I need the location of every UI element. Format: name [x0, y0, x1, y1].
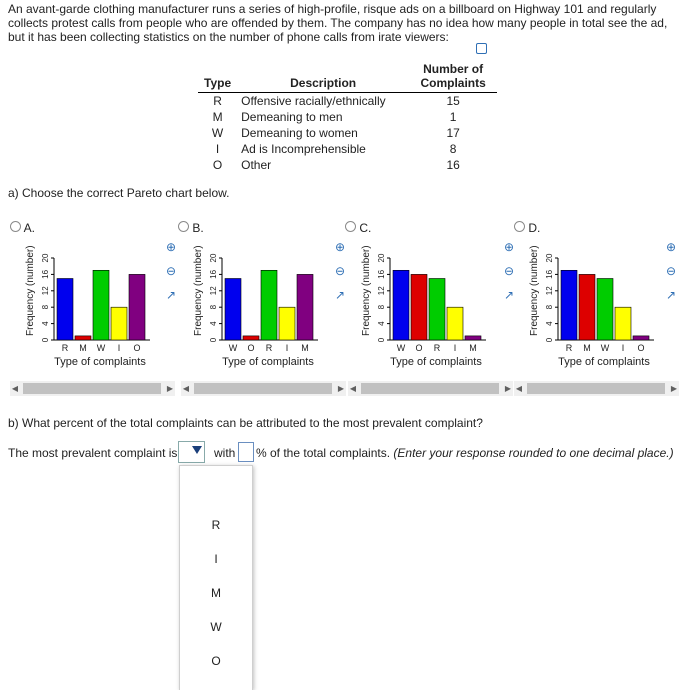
bar	[633, 336, 649, 340]
with-label: with	[214, 446, 236, 460]
y-tick-label: 8	[209, 304, 218, 310]
x-tick-label: R	[433, 343, 441, 353]
table-row: R Offensive racially/ethnically 15	[213, 94, 460, 108]
answer-line: The most prevalent complaint is	[8, 446, 178, 460]
scroll-right-icon[interactable]: ▶	[504, 384, 512, 393]
col-type: Type	[198, 60, 237, 93]
y-tick-label: 0	[545, 337, 554, 343]
scroll-thumb[interactable]	[23, 383, 161, 394]
x-tick-label: I	[285, 343, 289, 353]
y-tick-label: 0	[209, 337, 218, 343]
scroll-right-icon[interactable]: ▶	[166, 384, 174, 393]
zoom-in-icon[interactable]: ⊕	[665, 240, 677, 254]
part-b-prompt: b) What percent of the total complaints can be attributed to the most prevalent complaint?	[8, 416, 483, 430]
problem-intro: An avant-garde clothing manufacturer runs a series of high-profile, risque ads on a billboard on Highway 101 and regularly collects protest calls from people who are offended by them. The company has no idea how many people in total see the ad, but it has been collecting statistics on the number of phone calls from irate viewers:	[8, 2, 668, 44]
x-tick-label: O	[133, 343, 141, 353]
bar	[57, 279, 73, 341]
dropdown-option[interactable]: O	[211, 654, 221, 668]
bar	[561, 270, 577, 340]
bar	[393, 270, 409, 340]
bar	[447, 307, 463, 340]
x-axis-label: Type of complaints	[390, 356, 482, 368]
option-b[interactable]: B.	[178, 221, 204, 235]
x-tick-label: I	[453, 343, 457, 353]
scrollbar-b[interactable]	[181, 381, 346, 396]
bar	[297, 274, 313, 340]
x-tick-label: M	[301, 343, 309, 353]
zoom-out-icon[interactable]: ⊖	[165, 264, 177, 278]
x-tick-label: W	[600, 343, 610, 353]
zoom-out-icon[interactable]: ⊖	[665, 264, 677, 278]
pareto-chart-d	[504, 238, 669, 380]
bar	[597, 279, 613, 341]
x-tick-label: M	[79, 343, 87, 353]
x-tick-label: W	[96, 343, 106, 353]
zoom-out-icon[interactable]: ⊖	[503, 264, 515, 278]
table-row: O Other 16	[212, 158, 460, 172]
scroll-right-icon[interactable]: ▶	[670, 384, 678, 393]
popout-icon[interactable]: ↗	[165, 288, 177, 302]
radio-c[interactable]	[345, 221, 356, 232]
y-tick-label: 4	[545, 321, 554, 326]
radio-d[interactable]	[514, 221, 525, 232]
scrollbar-a[interactable]	[10, 381, 175, 396]
popout-icon[interactable]: ↗	[334, 288, 346, 302]
table-row: M Demeaning to men 1	[212, 110, 457, 124]
x-tick-label: R	[61, 343, 69, 353]
y-tick-label: 20	[41, 253, 50, 263]
y-axis-label: Frequency (number)	[529, 245, 540, 336]
part-a-prompt: a) Choose the correct Pareto chart below.	[8, 186, 230, 200]
radio-b[interactable]	[178, 221, 189, 232]
y-tick-label: 16	[41, 269, 50, 279]
bar	[465, 336, 481, 340]
scroll-left-icon[interactable]: ◀	[182, 384, 190, 393]
y-tick-label: 8	[545, 304, 554, 310]
y-tick-label: 20	[545, 253, 554, 263]
y-tick-label: 20	[377, 253, 386, 263]
chart-svg	[336, 238, 501, 380]
bar	[75, 336, 91, 340]
x-tick-label: O	[637, 343, 645, 353]
y-tick-label: 4	[377, 321, 386, 326]
pareto-chart-a	[0, 238, 165, 380]
y-tick-label: 8	[377, 304, 386, 310]
pareto-chart-c	[336, 238, 501, 380]
bar	[225, 279, 241, 341]
dropdown-option[interactable]: M	[211, 586, 221, 600]
x-tick-label: W	[228, 343, 238, 353]
bar	[579, 274, 595, 340]
zoom-in-icon[interactable]: ⊕	[165, 240, 177, 254]
pareto-chart-b	[168, 238, 333, 380]
scrollbar-d[interactable]	[514, 381, 679, 396]
option-c[interactable]: C.	[345, 221, 371, 235]
complaint-dropdown-list[interactable]	[179, 465, 253, 690]
copy-data-icon[interactable]	[476, 43, 487, 54]
bar	[129, 274, 145, 340]
answer-suffix: % of the total complaints. (Enter your response rounded to one decimal place.)	[256, 446, 674, 460]
complaints-table	[198, 60, 497, 173]
table-row: I Ad is Incomprehensible 8	[215, 142, 457, 156]
y-axis-label: Frequency (number)	[193, 245, 204, 336]
bar	[615, 307, 631, 340]
scroll-left-icon[interactable]: ◀	[11, 384, 19, 393]
x-tick-label: O	[247, 343, 255, 353]
bar	[429, 279, 445, 341]
scroll-thumb[interactable]	[194, 383, 332, 394]
percent-input[interactable]	[238, 442, 254, 462]
scrollbar-c[interactable]	[348, 381, 513, 396]
radio-a[interactable]	[10, 221, 21, 232]
y-tick-label: 0	[41, 337, 50, 343]
bar	[93, 270, 109, 340]
x-tick-label: W	[396, 343, 406, 353]
bar	[111, 307, 127, 340]
popout-icon[interactable]: ↗	[503, 288, 515, 302]
y-tick-label: 4	[41, 321, 50, 326]
x-axis-label: Type of complaints	[54, 356, 146, 368]
dropdown-option[interactable]: W	[210, 620, 222, 634]
zoom-in-icon[interactable]: ⊕	[334, 240, 346, 254]
y-tick-label: 12	[377, 286, 386, 296]
dropdown-arrow-icon[interactable]	[192, 446, 202, 454]
dropdown-option[interactable]: R	[211, 518, 221, 532]
x-tick-label: I	[621, 343, 625, 353]
y-tick-label: 16	[209, 269, 218, 279]
y-tick-label: 0	[377, 337, 386, 343]
y-axis-label: Frequency (number)	[361, 245, 372, 336]
x-tick-label: I	[117, 343, 121, 353]
x-axis-label: Type of complaints	[222, 356, 314, 368]
chart-svg	[504, 238, 669, 380]
bar	[243, 336, 259, 340]
scroll-thumb[interactable]	[527, 383, 665, 394]
y-axis-label: Frequency (number)	[25, 245, 36, 336]
scroll-left-icon[interactable]: ◀	[349, 384, 357, 393]
chart-svg	[168, 238, 333, 380]
scroll-right-icon[interactable]: ▶	[337, 384, 345, 393]
y-tick-label: 16	[545, 269, 554, 279]
x-tick-label: M	[469, 343, 477, 353]
y-tick-label: 12	[209, 286, 218, 296]
bar	[411, 274, 427, 340]
x-tick-label: O	[415, 343, 423, 353]
bar	[261, 270, 277, 340]
col-number: Number of Complaints	[409, 60, 497, 93]
scroll-thumb[interactable]	[361, 383, 499, 394]
option-d[interactable]: D.	[514, 221, 540, 235]
x-axis-label: Type of complaints	[558, 356, 650, 368]
zoom-out-icon[interactable]: ⊖	[334, 264, 346, 278]
y-tick-label: 12	[41, 286, 50, 296]
y-tick-label: 20	[209, 253, 218, 263]
option-a[interactable]: A.	[10, 221, 35, 235]
bar	[279, 307, 295, 340]
chart-svg	[0, 238, 165, 380]
table-row: W Demeaning to women 17	[211, 126, 460, 140]
zoom-in-icon[interactable]: ⊕	[503, 240, 515, 254]
dropdown-option[interactable]: I	[214, 552, 218, 566]
y-tick-label: 12	[545, 286, 554, 296]
scroll-left-icon[interactable]: ◀	[515, 384, 523, 393]
x-tick-label: R	[565, 343, 573, 353]
y-tick-label: 16	[377, 269, 386, 279]
y-tick-label: 8	[41, 304, 50, 310]
x-tick-label: R	[265, 343, 273, 353]
y-tick-label: 4	[209, 321, 218, 326]
col-description: Description	[237, 60, 409, 93]
x-tick-label: M	[583, 343, 591, 353]
popout-icon[interactable]: ↗	[665, 288, 677, 302]
